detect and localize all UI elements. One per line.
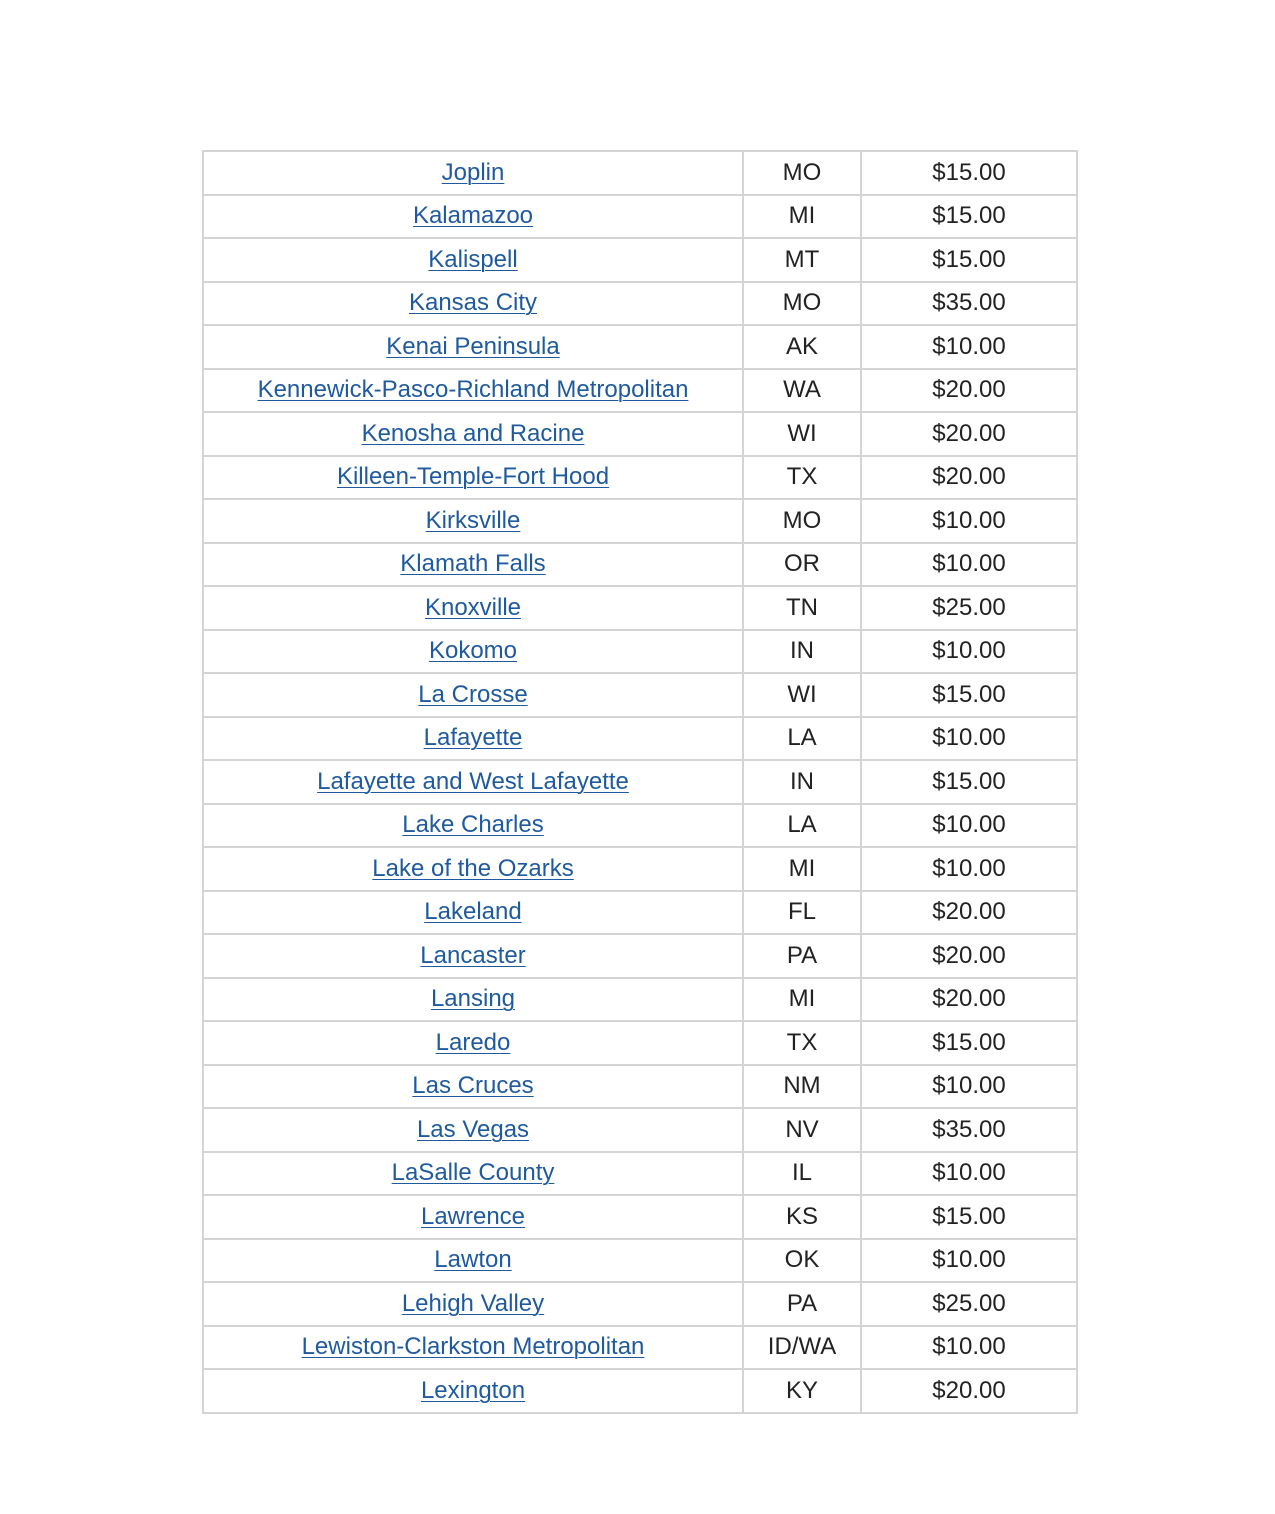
city-link[interactable]: Killeen-Temple-Fort Hood [336, 463, 610, 491]
city-cell [203, 717, 743, 761]
price-cell: $20.00 [861, 978, 1077, 1022]
state-cell: FL [743, 891, 861, 935]
price-cell: $25.00 [861, 1282, 1077, 1326]
state-cell: LA [743, 717, 861, 761]
price-cell: $15.00 [861, 1021, 1077, 1065]
city-link[interactable]: Lake Charles [402, 811, 544, 839]
city-link[interactable]: Lexington [420, 1376, 526, 1404]
city-link[interactable]: Las Vegas [416, 1115, 530, 1143]
state-cell: KS [743, 1195, 861, 1239]
city-cell [203, 499, 743, 543]
table-row [203, 1282, 1077, 1326]
state-cell: IN [743, 760, 861, 804]
price-cell: $25.00 [861, 586, 1077, 630]
city-cell [203, 369, 743, 413]
table-row [203, 499, 1077, 543]
table-row [203, 847, 1077, 891]
city-link[interactable]: Kokomo [428, 637, 518, 665]
rate-table [202, 150, 1078, 1414]
table-row [203, 1021, 1077, 1065]
city-link[interactable]: Kennewick-Pasco-Richland Metropolitan [257, 376, 689, 404]
price-cell: $20.00 [861, 934, 1077, 978]
state-cell: TX [743, 456, 861, 500]
price-cell: $10.00 [861, 847, 1077, 891]
state-cell: MO [743, 499, 861, 543]
city-cell [203, 1195, 743, 1239]
city-cell [203, 1239, 743, 1283]
city-link[interactable]: Laredo [435, 1028, 511, 1056]
city-link[interactable]: Lafayette and West Lafayette [317, 767, 629, 795]
city-cell [203, 1021, 743, 1065]
city-cell [203, 1108, 743, 1152]
city-link[interactable]: Kansas City [408, 289, 538, 317]
city-link[interactable]: Lancaster [420, 941, 526, 969]
price-cell: $20.00 [861, 412, 1077, 456]
table-row [203, 1195, 1077, 1239]
rate-table-body [203, 151, 1077, 1413]
state-cell: PA [743, 1282, 861, 1326]
city-cell [203, 238, 743, 282]
price-cell: $10.00 [861, 325, 1077, 369]
table-row [203, 282, 1077, 326]
table-row [203, 325, 1077, 369]
state-cell: NV [743, 1108, 861, 1152]
table-row [203, 1108, 1077, 1152]
table-row [203, 1326, 1077, 1370]
city-cell [203, 1065, 743, 1109]
city-link[interactable]: Lakeland [424, 898, 522, 926]
state-cell: MI [743, 195, 861, 239]
price-cell: $10.00 [861, 1326, 1077, 1370]
city-cell [203, 978, 743, 1022]
city-cell [203, 847, 743, 891]
table-row [203, 456, 1077, 500]
price-cell: $10.00 [861, 630, 1077, 674]
price-cell: $10.00 [861, 717, 1077, 761]
city-link[interactable]: Lewiston-Clarkston Metropolitan [301, 1333, 645, 1361]
table-row [203, 151, 1077, 195]
city-cell [203, 195, 743, 239]
table-row [203, 978, 1077, 1022]
price-cell: $10.00 [861, 499, 1077, 543]
table-row [203, 543, 1077, 587]
state-cell: OK [743, 1239, 861, 1283]
state-cell: NM [743, 1065, 861, 1109]
price-cell: $15.00 [861, 1195, 1077, 1239]
price-cell: $15.00 [861, 760, 1077, 804]
city-cell [203, 804, 743, 848]
price-cell: $15.00 [861, 238, 1077, 282]
table-row [203, 1369, 1077, 1413]
price-cell: $10.00 [861, 543, 1077, 587]
state-cell: ID/WA [743, 1326, 861, 1370]
city-link[interactable]: Lake of the Ozarks [372, 854, 574, 882]
price-cell: $15.00 [861, 195, 1077, 239]
city-link[interactable]: Lafayette [423, 724, 523, 752]
city-cell [203, 891, 743, 935]
state-cell: PA [743, 934, 861, 978]
table-row [203, 1152, 1077, 1196]
table-row [203, 630, 1077, 674]
city-cell [203, 412, 743, 456]
price-cell: $35.00 [861, 282, 1077, 326]
city-cell [203, 1326, 743, 1370]
table-row [203, 1065, 1077, 1109]
city-cell [203, 760, 743, 804]
city-link[interactable]: Knoxville [424, 593, 522, 621]
price-cell: $15.00 [861, 151, 1077, 195]
city-link[interactable]: Kalamazoo [412, 202, 534, 230]
price-cell: $20.00 [861, 891, 1077, 935]
state-cell: WI [743, 412, 861, 456]
city-cell [203, 673, 743, 717]
city-link[interactable]: Lehigh Valley [401, 1289, 545, 1317]
city-link[interactable]: Lansing [430, 985, 516, 1013]
table-row [203, 586, 1077, 630]
city-cell [203, 151, 743, 195]
price-cell: $20.00 [861, 1369, 1077, 1413]
state-cell: WI [743, 673, 861, 717]
table-row [203, 891, 1077, 935]
state-cell: TN [743, 586, 861, 630]
table-row [203, 804, 1077, 848]
city-link[interactable]: LaSalle County [391, 1159, 555, 1187]
city-link[interactable]: Klamath Falls [400, 550, 546, 578]
state-cell: TX [743, 1021, 861, 1065]
table-row [203, 934, 1077, 978]
state-cell: MO [743, 282, 861, 326]
city-cell [203, 586, 743, 630]
state-cell: MI [743, 847, 861, 891]
city-link[interactable]: Las Cruces [412, 1072, 534, 1100]
city-cell [203, 282, 743, 326]
city-cell [203, 1369, 743, 1413]
price-cell: $15.00 [861, 673, 1077, 717]
table-row [203, 760, 1077, 804]
price-cell: $10.00 [861, 1065, 1077, 1109]
price-cell: $20.00 [861, 369, 1077, 413]
table-row [203, 1239, 1077, 1283]
price-cell: $20.00 [861, 456, 1077, 500]
price-cell: $10.00 [861, 1239, 1077, 1283]
state-cell: OR [743, 543, 861, 587]
table-row [203, 238, 1077, 282]
state-cell: KY [743, 1369, 861, 1413]
city-cell [203, 325, 743, 369]
city-cell [203, 543, 743, 587]
price-cell: $35.00 [861, 1108, 1077, 1152]
city-link[interactable]: Joplin [441, 158, 505, 186]
state-cell: IL [743, 1152, 861, 1196]
city-link[interactable]: Lawrence [420, 1202, 526, 1230]
city-cell [203, 1152, 743, 1196]
state-cell: MO [743, 151, 861, 195]
table-row [203, 369, 1077, 413]
city-cell [203, 934, 743, 978]
city-link[interactable]: Kalispell [428, 245, 518, 273]
state-cell: MT [743, 238, 861, 282]
city-link[interactable]: Lawton [434, 1246, 512, 1274]
state-cell: AK [743, 325, 861, 369]
city-cell [203, 630, 743, 674]
city-link[interactable]: Kenai Peninsula [386, 332, 560, 360]
city-cell [203, 456, 743, 500]
city-cell [203, 1282, 743, 1326]
state-cell: MI [743, 978, 861, 1022]
city-link[interactable]: La Crosse [418, 680, 528, 708]
price-cell: $10.00 [861, 1152, 1077, 1196]
table-row [203, 673, 1077, 717]
state-cell: LA [743, 804, 861, 848]
city-link[interactable]: Kirksville [425, 506, 521, 534]
state-cell: IN [743, 630, 861, 674]
table-row [203, 195, 1077, 239]
city-link[interactable]: Kenosha and Racine [361, 419, 585, 447]
price-cell: $10.00 [861, 804, 1077, 848]
state-cell: WA [743, 369, 861, 413]
table-row [203, 717, 1077, 761]
table-row [203, 412, 1077, 456]
